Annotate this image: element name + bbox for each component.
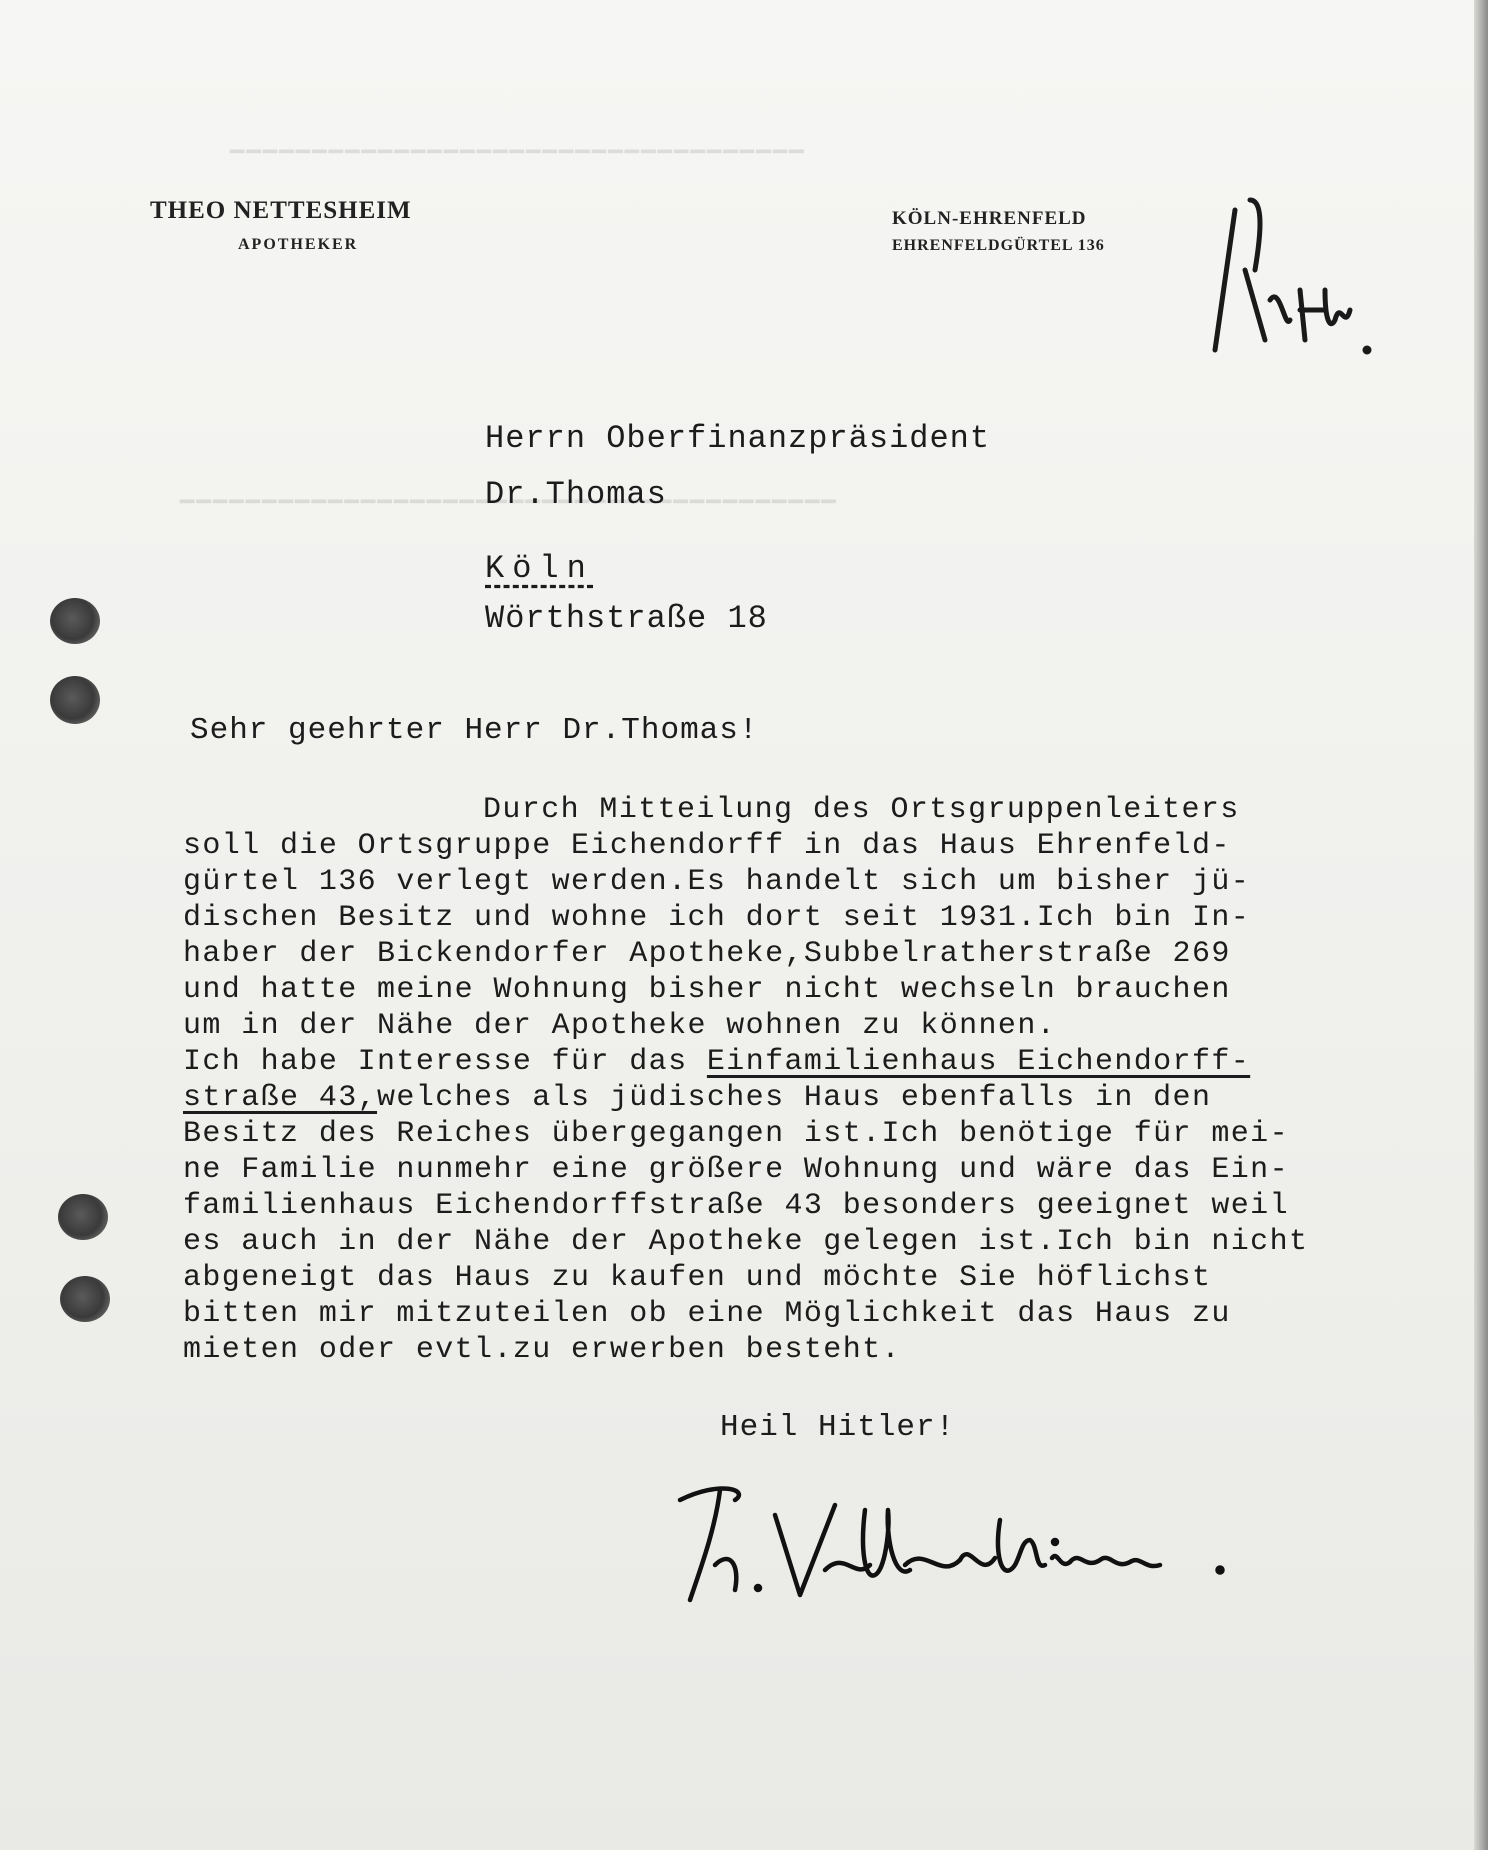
show-through-text: ▔▔▔▔▔▔▔▔▔▔▔▔▔▔▔▔▔▔▔▔▔▔▔▔▔▔▔▔▔▔▔▔▔▔▔▔▔▔▔▔ [180,503,838,530]
letter-body [183,792,1453,1368]
recipient-line-1: Herrn Oberfinanzpräsident [485,420,991,457]
body-line: abgeneigt das Haus zu kaufen und möchte Sie höflichst [183,1261,1212,1295]
punch-hole-icon [60,1276,110,1322]
closing: Heil Hitler! [720,1410,956,1445]
recipient-street: Wörthstraße 18 [485,600,768,637]
body-line: soll die Ortsgruppe Eichendorff in das Haus Ehrenfeld- [183,829,1231,863]
body-line: haber der Bickendorfer Apotheke,Subbelratherstraße 269 [183,937,1231,971]
punch-hole-icon [58,1194,108,1240]
body-line [183,1044,1453,1080]
body-line: gürtel 136 verlegt werden.Es handelt sich um bisher jü- [183,865,1251,899]
body-line: es auch in der Nähe der Apotheke gelegen ist.Ich bin nicht [183,1225,1309,1259]
body-line: Durch Mitteilung des Ortsgruppenleiters [483,793,1240,827]
recipient-name: Dr.Thomas [485,476,667,513]
handwritten-reference-mark [1205,180,1395,370]
body-line: dischen Besitz und wohne ich dort seit 1931.Ich bin In- [183,901,1251,935]
body-line [183,1080,1453,1116]
page-edge-shadow [1474,0,1488,1850]
body-line: mieten oder evtl.zu erwerben besteht. [183,1333,901,1367]
body-line: um in der Nähe der Apotheke wohnen zu können. [183,1009,1057,1043]
punch-hole-icon [50,676,100,724]
salutation: Sehr geehrter Herr Dr.Thomas! [190,713,759,748]
recipient-city: Köln [485,550,594,587]
sender-title: APOTHEKER [238,236,359,253]
handwritten-signature [660,1470,1280,1620]
show-through-text: ▔▔▔▔▔▔▔▔▔▔▔▔▔▔▔▔▔▔▔▔▔▔▔▔▔▔▔▔▔▔▔▔▔▔▔ [230,153,806,180]
sender-city: KÖLN-EHRENFELD [892,208,1087,229]
body-text: welches als jüdisches Haus ebenfalls in den [377,1081,1212,1115]
body-line: ne Familie nunmehr eine größere Wohnung und wäre das Ein- [183,1153,1289,1187]
sender-street: EHRENFELDGÜRTEL 136 [892,237,1105,254]
punch-hole-icon [50,598,100,644]
body-line: familienhaus Eichendorffstraße 43 besonders geeignet weil [183,1189,1289,1223]
body-line: und hatte meine Wohnung bisher nicht wechseln brauchen [183,973,1231,1007]
body-line: bitten mir mitzuteilen ob eine Möglichkeit das Haus zu [183,1297,1231,1331]
body-text: Ich habe Interesse für das [183,1045,707,1079]
underlined-address: Einfamilienhaus Eichendorff- [706,1045,1251,1079]
body-line: Besitz des Reiches übergegangen ist.Ich benötige für mei- [183,1117,1289,1151]
underlined-address: straße 43, [183,1081,378,1115]
sender-name: THEO NETTESHEIM [150,197,412,224]
